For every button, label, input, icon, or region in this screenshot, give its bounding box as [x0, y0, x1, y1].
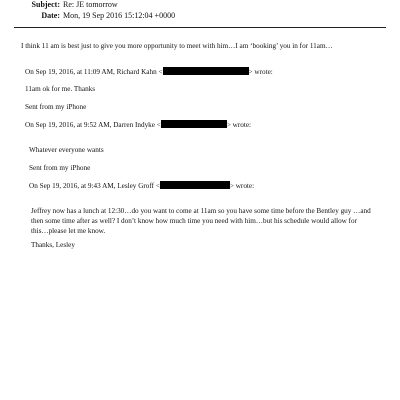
quote1-suffix: > wrote: — [248, 68, 273, 76]
date-row — [2, 11, 175, 21]
quote2-attribution — [25, 120, 251, 130]
quote3-paragraph: Jeffrey now has a lunch at 12:30…do you want to come at 11am so you have some time before the Bentley guy …and then some time after as well? I don’t know how much time you need with him…but his schedule would allow for this…please let me know. — [31, 207, 371, 235]
date-value: Mon, 19 Sep 2016 15:12:04 +0000 — [63, 11, 176, 20]
quote1-attribution — [25, 67, 273, 77]
date-label: Date: — [41, 11, 60, 20]
header-divider — [14, 27, 386, 28]
quote3-prefix: On Sep 19, 2016, at 9:43 AM, Lesley Groff < — [29, 182, 160, 190]
subject-value: Re: JE tomorrow — [63, 0, 118, 9]
redaction-block — [163, 67, 249, 75]
quote2-line: Whatever everyone wants — [29, 146, 104, 154]
redaction-block — [160, 181, 230, 189]
quote1-sent: Sent from my iPhone — [25, 103, 87, 111]
quote1-line: 11am ok for me. Thanks — [25, 85, 96, 93]
quote3-suffix: > wrote: — [229, 182, 255, 190]
quote2-suffix: > wrote: — [226, 121, 252, 129]
reply-main-text: I think 11 am is best just to give you more opportunity to meet with him…I am ‘booking’ you in for 11am… — [21, 42, 333, 50]
subject-row — [2, 0, 118, 10]
quote3-attribution — [29, 181, 254, 191]
redaction-block — [161, 120, 227, 128]
subject-label: Subject: — [31, 0, 60, 9]
quote2-prefix: On Sep 19, 2016, at 9:52 AM, Darren Indyke < — [25, 121, 161, 129]
quote2-sent: Sent from my iPhone — [29, 164, 91, 172]
quote1-prefix: On Sep 19, 2016, at 11:09 AM, Richard Kahn < — [25, 68, 163, 76]
quote3-sign: Thanks, Lesley — [31, 241, 75, 249]
